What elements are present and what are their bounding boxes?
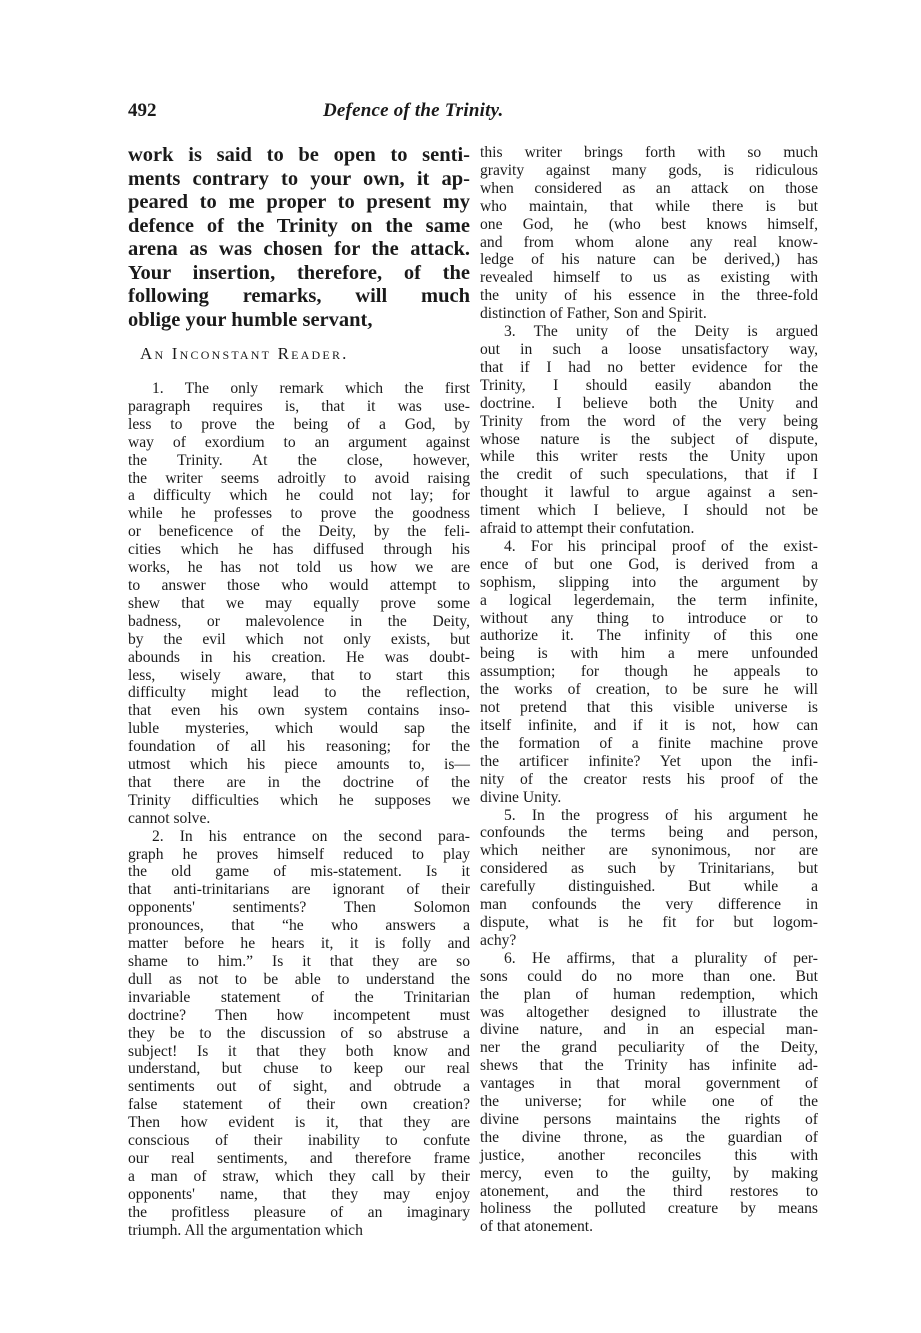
text-line: defence of the Trinity on the same <box>128 214 470 237</box>
text-line: following remarks, will much <box>128 285 470 307</box>
text-line: Then how evident is it, that they are <box>128 1114 470 1132</box>
document-page <box>128 100 818 1239</box>
text-line: utmost which his piece amounts to, is— <box>128 756 470 774</box>
text-line: the plan of human redemption, which <box>480 985 818 1003</box>
text-line: 1. The only remark which the first <box>152 380 470 397</box>
text-line: not pretend that this visible universe is <box>480 699 818 717</box>
text-line: man confounds the very difference in <box>480 896 818 914</box>
text-line: triumph. All the argumentation which <box>128 1221 363 1239</box>
text-line: the Trinity. At the close, however, <box>128 451 470 469</box>
text-line: oblige your humble servant, <box>128 308 373 331</box>
text-line: a logical legerdemain, the term infinite, <box>480 591 818 609</box>
text-line: divine persons maintains the rights of <box>480 1110 818 1128</box>
text-line: without any thing to introduce or to <box>480 609 818 627</box>
text-line: opponents' name, that they may enjoy <box>128 1185 470 1203</box>
text-line: that there are in the doctrine of the <box>128 773 470 791</box>
right-column <box>480 144 818 1236</box>
text-line: 2. In his entrance on the second para- <box>152 827 470 845</box>
text-line: understand, but chuse to keep our real <box>128 1060 470 1078</box>
text-line: pronounces, that “he who answers a <box>128 917 470 935</box>
paragraph-1 <box>128 380 470 828</box>
text-line: dispute, what is he fit for but logom- <box>480 913 818 931</box>
text-line: difficulty might lead to the reflection, <box>128 684 470 702</box>
text-line: abounds in his creation. He was doubt- <box>128 648 470 666</box>
text-line: cities which he has diffused through his <box>128 541 470 559</box>
text-line: way of exordium to an argument against <box>128 433 470 451</box>
text-line: works, he has not told us how we are <box>128 559 470 577</box>
text-line: Trinity difficulties which he supposes we <box>128 791 470 809</box>
text-line: invariable statement of the Trinitarian <box>128 988 470 1006</box>
text-line: work is said to be open to senti- <box>128 144 470 166</box>
text-line: authorize it. The infinity of this one <box>480 627 818 645</box>
text-line: Trinity, I should easily abandon the <box>480 376 818 394</box>
text-line: gravity against many gods, is ridiculous <box>480 161 818 179</box>
text-line: the writer seems adroitly to avoid raising <box>128 469 470 487</box>
text-line: shews that the Trinity has infinite ad- <box>480 1057 818 1075</box>
text-line: badness, or malevolence in the Deity, <box>128 612 470 630</box>
text-line: the artificer infinite? Yet upon the infi- <box>480 752 818 770</box>
text-line: justice, another reconciles this with <box>480 1146 818 1164</box>
text-line: this writer brings forth with so much <box>480 144 818 161</box>
paragraph-3 <box>480 323 818 538</box>
text-line: foundation of all his reasoning; for the <box>128 738 470 756</box>
text-line: carefully distinguished. But while a <box>480 878 818 896</box>
text-line: by the evil which not only exists, but <box>128 630 470 648</box>
text-line: thought it lawful to argue against a sen- <box>480 484 818 502</box>
text-line: the unity of his essence in the three-fold <box>480 287 818 305</box>
text-line: matter before he hears it, it is folly and <box>128 935 470 953</box>
paragraph-6 <box>480 950 818 1237</box>
text-line: a man of straw, which they call by their <box>128 1167 470 1185</box>
paragraph-4 <box>480 538 818 807</box>
text-line: to answer those who would attempt to <box>128 576 470 594</box>
text-line: the divine throne, as the guardian of <box>480 1128 818 1146</box>
text-line: ner the grand peculiarity of the Deity, <box>480 1039 818 1057</box>
text-line: while this writer rests the Unity upon <box>480 448 818 466</box>
text-line: 3. The unity of the Deity is argued <box>504 323 818 341</box>
text-line: they be to the discussion of so abstruse a <box>128 1024 470 1042</box>
text-line: 5. In the progress of his argument he <box>504 806 818 824</box>
text-line: distinction of Father, Son and Spirit. <box>480 305 707 323</box>
text-line: our real sentiments, and therefore frame <box>128 1149 470 1167</box>
text-line: the universe; for while one of the <box>480 1093 818 1111</box>
text-line: less to prove the being of a God, by <box>128 415 470 433</box>
text-line: which neither are synonimous, nor are <box>480 842 818 860</box>
text-line: divine Unity. <box>480 788 562 806</box>
text-line: of that atonement. <box>480 1218 594 1236</box>
text-line: that even his own system contains inso- <box>128 702 470 720</box>
paragraph-5 <box>480 807 818 950</box>
text-line: itself infinite, and if it is not, how can <box>480 717 818 734</box>
text-line: sophism, slipping into the argument by <box>480 573 818 591</box>
text-line: divine nature, and in an especial man- <box>480 1021 818 1039</box>
left-column <box>128 144 470 1240</box>
text-line: the works of creation, to be sure he will <box>480 681 818 699</box>
text-line: being is with him a mere unfounded <box>480 645 818 663</box>
text-line: the profitless pleasure of an imaginary <box>128 1203 470 1221</box>
text-line: when considered as an attack on those <box>480 179 818 197</box>
running-title: Defence of the Trinity. <box>323 100 504 121</box>
text-line: timent which I believe, I should not be <box>480 502 818 520</box>
text-line: doctrine? Then how incompetent must <box>128 1006 470 1024</box>
text-line: sentiments out of sight, and obtrude a <box>128 1078 470 1096</box>
page-number: 492 <box>128 100 157 121</box>
text-line: Trinity from the word of the very being <box>480 412 818 430</box>
text-line: shame to him.” Is it that they are so <box>128 953 470 970</box>
text-line: paragraph requires is, that it was use- <box>128 397 470 415</box>
text-line: conscious of their inability to confute <box>128 1132 470 1150</box>
text-line: peared to me proper to present my <box>128 191 470 213</box>
text-line: sons could do no more than one. But <box>480 967 818 985</box>
text-line: while he professes to prove the goodness <box>128 505 470 523</box>
text-line: assumption; for though he appeals to <box>480 663 818 681</box>
text-line: afraid to attempt their confutation. <box>480 520 695 538</box>
text-line: that if I had no better evidence for the <box>480 358 818 376</box>
text-line: whose nature is the subject of dispute, <box>480 430 818 448</box>
text-line: holiness the polluted creature by means <box>480 1200 818 1218</box>
text-line: opponents' sentiments? Then Solomon <box>128 899 470 917</box>
text-line: who maintain, that while there is but <box>480 197 818 215</box>
letter-closing <box>128 144 470 332</box>
text-line: dull as not to be able to understand the <box>128 970 470 988</box>
text-line: ments contrary to your own, it ap- <box>128 167 470 190</box>
text-line: arena as was chosen for the attack. <box>128 238 470 260</box>
text-line: 6. He affirms, that a plurality of per- <box>504 949 818 967</box>
text-line: a difficulty which he could not lay; for <box>128 487 470 505</box>
text-line: luble mysteries, which would sap the <box>128 720 470 738</box>
text-line: and from whom alone any real know- <box>480 233 818 251</box>
running-head <box>128 100 818 134</box>
text-line: subject! Is it that they both know and <box>128 1042 470 1060</box>
text-line: ledge of his nature can be derived,) has <box>480 251 818 269</box>
text-line: less, wisely aware, that to start this <box>128 666 470 684</box>
signature: An Inconstant Reader. <box>140 344 349 363</box>
text-line: or beneficence of the Deity, by the feli- <box>128 523 470 541</box>
text-line: was altogether designed to illustrate the <box>480 1003 818 1021</box>
text-line: nity of the creator rests his proof of the <box>480 770 818 788</box>
text-line: graph he proves himself reduced to play <box>128 845 470 863</box>
paragraph-2 <box>128 828 470 1240</box>
text-line: Your insertion, therefore, of the <box>128 261 470 284</box>
text-line: atonement, and the third restores to <box>480 1182 818 1200</box>
text-line: the formation of a finite machine prove <box>480 734 818 752</box>
text-line: revealed himself to us as existing with <box>480 269 818 287</box>
text-line: confounds the terms being and person, <box>480 824 818 842</box>
text-line: ence of but one God, is derived from a <box>480 555 818 573</box>
text-line: considered as such by Trinitarians, but <box>480 860 818 878</box>
text-line: achy? <box>480 931 517 949</box>
text-line: vantages in that moral government of <box>480 1075 818 1093</box>
text-line: false statement of their own creation? <box>128 1096 470 1114</box>
continuation-paragraph <box>480 144 818 323</box>
text-line: one God, he (who best knows himself, <box>480 215 818 233</box>
text-line: that anti-trinitarians are ignorant of their <box>128 881 470 899</box>
text-line: the old game of mis-statement. Is it <box>128 863 470 881</box>
text-line: shew that we may equally prove some <box>128 594 470 612</box>
text-line: doctrine. I believe both the Unity and <box>480 394 818 412</box>
text-line: mercy, even to the guilty, by making <box>480 1164 818 1182</box>
text-line: 4. For his principal proof of the exist- <box>504 537 818 555</box>
text-line: the credit of such speculations, that if I <box>480 466 818 484</box>
text-line: cannot solve. <box>128 809 211 827</box>
text-line: out in such a loose unsatisfactory way, <box>480 340 818 358</box>
